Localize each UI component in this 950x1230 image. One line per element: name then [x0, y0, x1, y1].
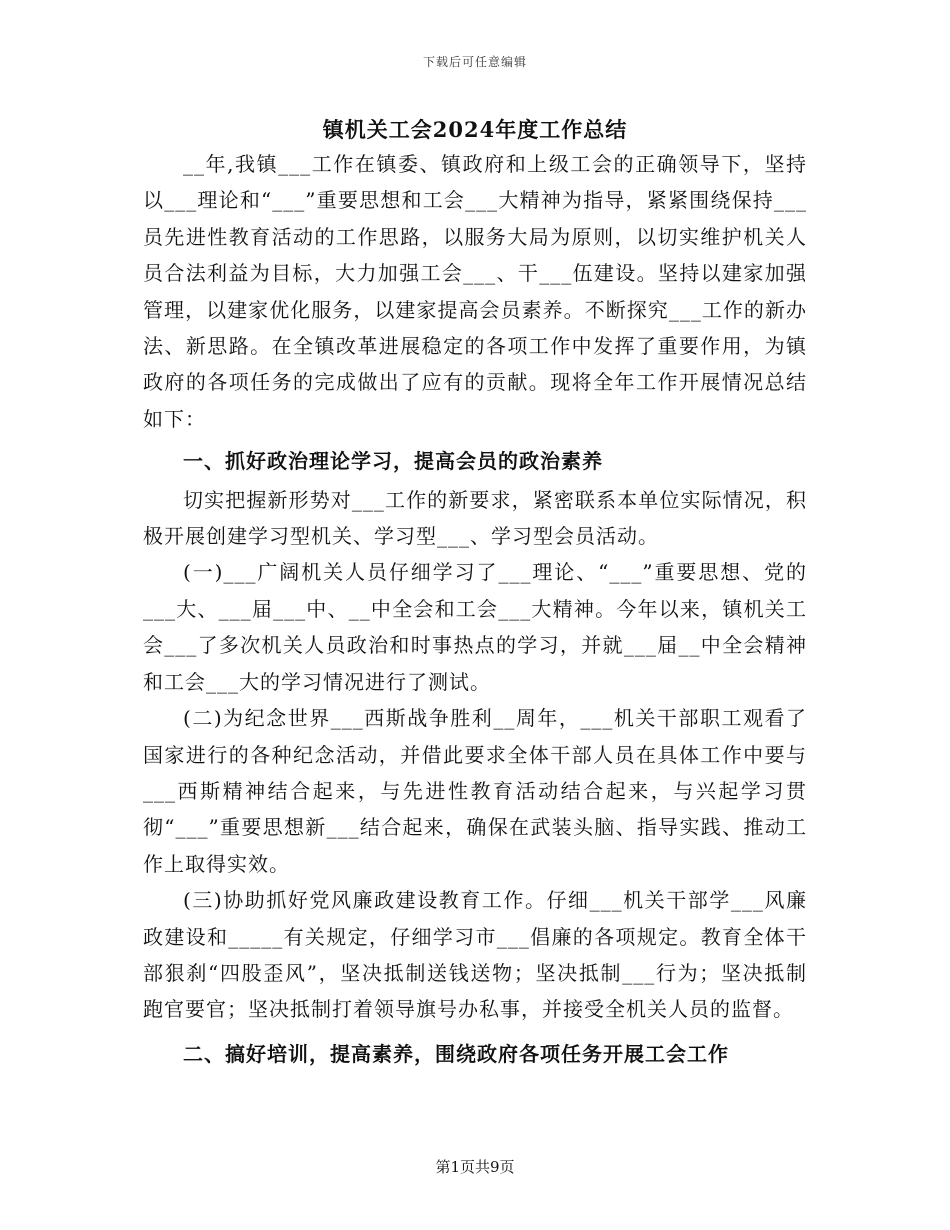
page-footer: 第1页共9页	[435, 1158, 515, 1176]
header-note: 下载后可任意编辑	[422, 55, 527, 69]
item-2-paragraph: (二)为纪念世界___西斯战争胜利__周年，___机关干部职工观看了国家进行的各种纪念活动，并借此要求全体干部人员在具体工作中要与___西斯精神结合起来，与先进性教育活动结合起来，与兴起学习贯彻“___”重要思想新___结合起来，确保在武装头脑、指导实践、推动工作上取得实效。	[143, 706, 807, 876]
section-heading-1: 一、抓好政治理论学习，提高会员的政治素养	[183, 449, 603, 474]
document-title: 镇机关工会2024年度工作总结	[322, 117, 628, 142]
intro-paragraph: __年,我镇___工作在镇委、镇政府和上级工会的正确领导下，坚持以___理论和“___”重要思想和工会___大精神为指导，紧紧围绕保持___员先进性教育活动的工作思路，以服务大局为原则，以切实维护机关人员合法利益为目标，大力加强工会___、干___伍建设。坚持以建家加强管理，以建家优化服务，以建家提高会员素养。不断探究___工作的新办法、新思路。在全镇改革进展稳定的各项工作中发挥了重要作用，为镇政府的各项任务的完成做出了应有的贡献。现将全年工作开展情况总结如下：	[143, 152, 807, 431]
section-heading-2: 二、搞好培训，提高素养，围绕政府各项任务开展工会工作	[183, 1041, 729, 1066]
item-3-paragraph: (三)协助抓好党风廉政建设教育工作。仔细___机关干部学___风廉政建设和_____有关规定，仔细学习市___倡廉的各项规定。教育全体干部狠刹“四股歪风”，坚决抵制送钱送物；坚决抵制___行为；坚决抵制跑官要官；坚决抵制打着领导旗号办私事，并接受全机关人员的监督。	[143, 888, 807, 1022]
item-1-paragraph: (一)___广阔机关人员仔细学习了___理论、“___”重要思想、党的___大、___届___中、__中全会和工会___大精神。今年以来，镇机关工会___了多次机关人员政治和时事热点的学习，并就___届__中全会精神和工会___大的学习情况进行了测试。	[143, 560, 807, 694]
section1-intro-paragraph: 切实把握新形势对___工作的新要求，紧密联系本单位实际情况，积极开展创建学习型机关、学习型___、学习型会员活动。	[143, 487, 807, 549]
document-body	[143, 146, 807, 1074]
